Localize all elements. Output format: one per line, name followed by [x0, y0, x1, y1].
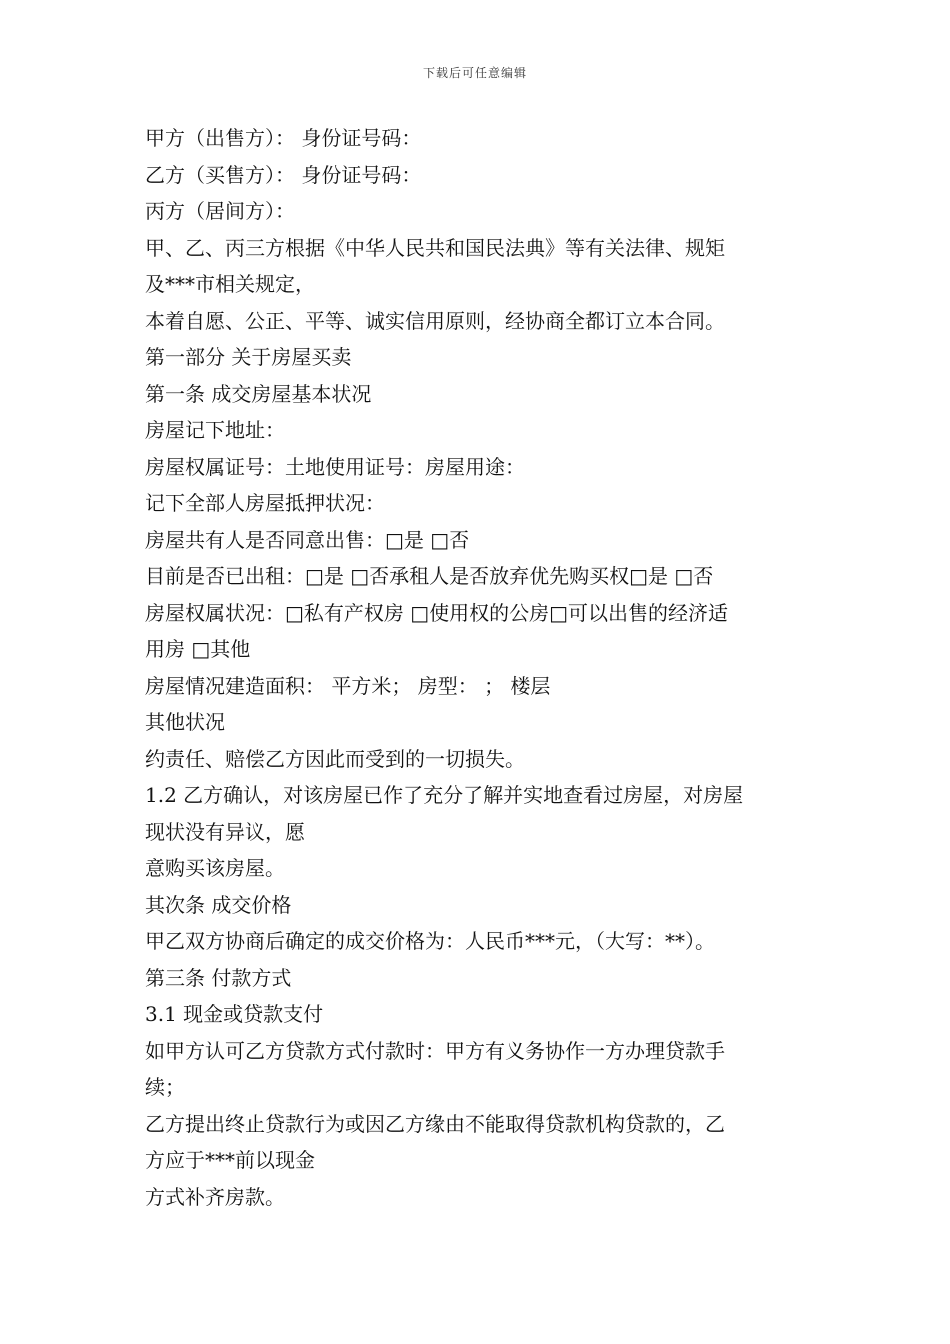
text-line: 房屋情况建造面积： 平方米； 房型： ； 楼层: [145, 673, 551, 698]
article-heading: 其次条 成交价格: [145, 892, 292, 917]
text-line: 1.2 乙方确认，对该房屋已作了充分了解并实地查看过房屋，对房屋: [145, 783, 744, 807]
text-line: 乙方（买售方）： 身份证号码：: [145, 162, 422, 187]
article-heading: 第一条 成交房屋基本状况: [145, 381, 372, 406]
text-line: 用房 □其他: [145, 637, 251, 661]
article-heading: 第三条 付款方式: [145, 965, 292, 990]
text-line: 记下全部人房屋抵押状况：: [145, 491, 385, 515]
text-line: 本着自愿、公正、平等、诚实信用原则，经协商全都订立本合同。: [145, 308, 725, 333]
text-line: 其他状况: [145, 710, 225, 734]
text-line: 甲方（出售方）： 身份证号码：: [145, 126, 422, 150]
text-line: 房屋权属证号：土地使用证号：房屋用途：: [145, 454, 525, 479]
text-line: 约责任、赔偿乙方因此而受到的一切损失。: [145, 746, 525, 771]
text-line: 房屋权属状况：□私有产权房 □使用权的公房□可以出售的经济适: [145, 600, 729, 625]
text-line: 续；: [145, 1075, 185, 1099]
text-line: 方式补齐房款。: [145, 1184, 285, 1209]
text-line: 乙方提出终止贷款行为或因乙方缘由不能取得贷款机构贷款的，乙: [145, 1111, 725, 1136]
page-header: 下载后可任意编辑: [422, 66, 527, 80]
text-line: 丙方（居间方）：: [145, 199, 295, 223]
contract-body: [145, 120, 810, 1215]
clause-heading: 3.1 现金或贷款支付: [145, 1002, 324, 1026]
text-line: 房屋共有人是否同意出售：□是 □否: [145, 527, 470, 552]
text-line: 及***市相关规定，: [145, 272, 315, 296]
text-line: 甲、乙、丙三方根据《中华人民共和国民法典》等有关法律、规矩: [145, 235, 725, 260]
text-line: 方应于***前以现金: [145, 1148, 315, 1172]
text-line: 现状没有异议，愿: [145, 819, 305, 844]
text-line: 意购买该房屋。: [145, 856, 285, 880]
text-line: 目前是否已出租：□是 □否承租人是否放弃优先购买权□是 □否: [145, 564, 714, 588]
text-line: 甲乙双方协商后确定的成交价格为：人民币***元，（大写：**）。: [145, 929, 715, 953]
section-heading: 第一部分 关于房屋买卖: [145, 345, 352, 369]
text-line: 如甲方认可乙方贷款方式付款时：甲方有义务协作一方办理贷款手: [145, 1038, 725, 1063]
text-line: 房屋记下地址：: [145, 418, 285, 442]
